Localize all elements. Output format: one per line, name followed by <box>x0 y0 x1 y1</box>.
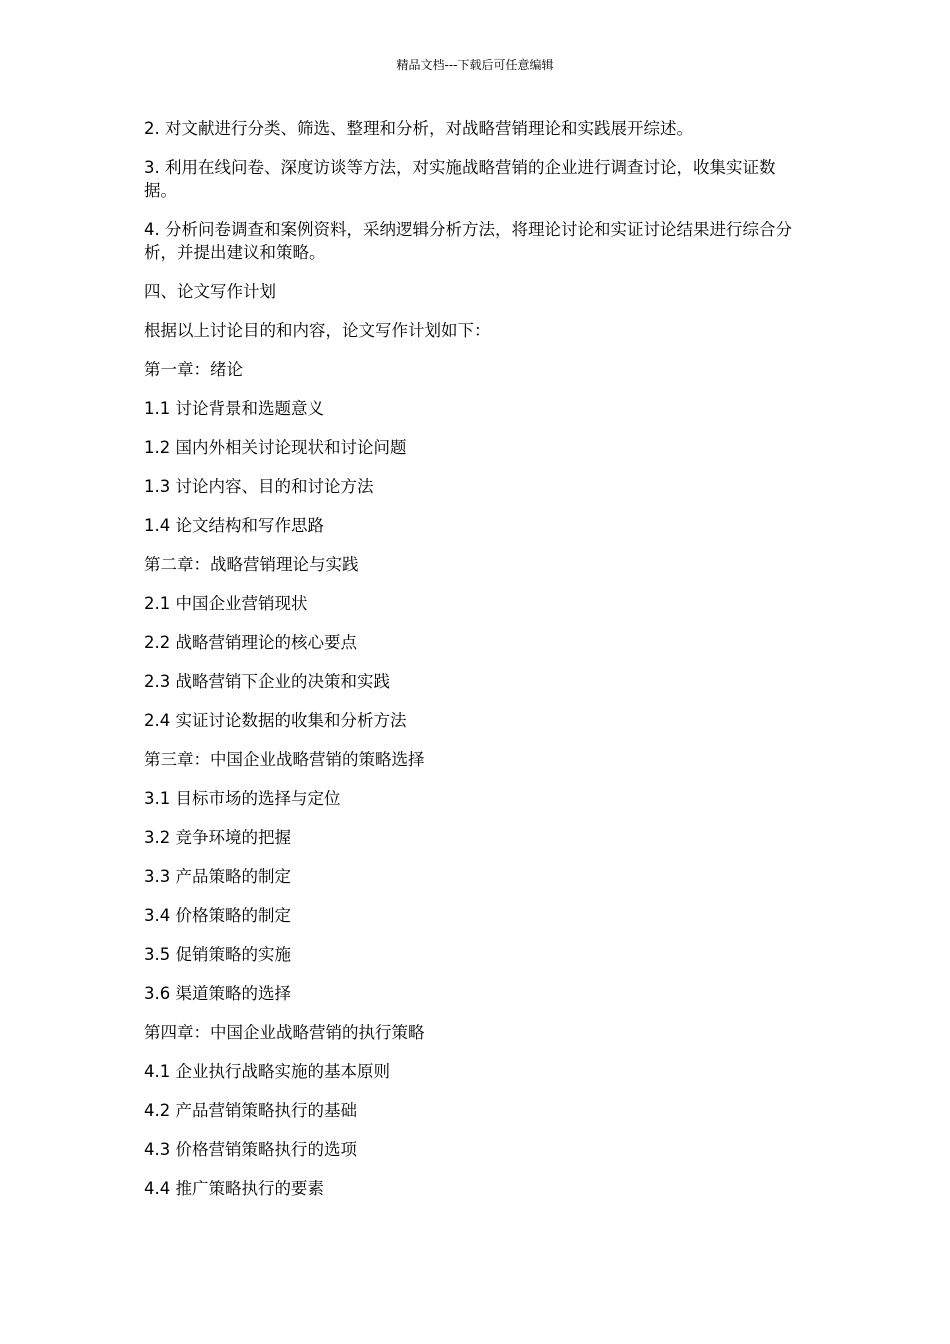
outline-item: 3.5 促销策略的实施 <box>144 945 291 964</box>
outline-item: 1.1 讨论背景和选题意义 <box>144 399 324 418</box>
chapter-3-title: 第三章：中国企业战略营销的策略选择 <box>144 750 425 769</box>
outline-item: 2.4 实证讨论数据的收集和分析方法 <box>144 711 407 730</box>
outline-item: 4.2 产品营销策略执行的基础 <box>144 1101 357 1120</box>
outline-item: 4.4 推广策略执行的要素 <box>144 1179 324 1198</box>
outline-item: 1.3 讨论内容、目的和讨论方法 <box>144 477 374 496</box>
outline-item: 2.2 战略营销理论的核心要点 <box>144 633 357 652</box>
chapter-4-title: 第四章：中国企业战略营销的执行策略 <box>144 1023 425 1042</box>
outline-item: 2.3 战略营销下企业的决策和实践 <box>144 672 390 691</box>
method-item-2: 2. 对文献进行分类、筛选、整理和分析，对战略营销理论和实践展开综述。 <box>144 119 693 138</box>
chapter-1-title: 第一章：绪论 <box>144 360 243 379</box>
outline-item: 2.1 中国企业营销现状 <box>144 594 308 613</box>
chapter-2-title: 第二章：战略营销理论与实践 <box>144 555 359 574</box>
document-body <box>144 117 806 1216</box>
plan-intro: 根据以上讨论目的和内容，论文写作计划如下： <box>144 321 491 340</box>
outline-item: 4.1 企业执行战略实施的基本原则 <box>144 1062 390 1081</box>
outline-item: 1.4 论文结构和写作思路 <box>144 516 324 535</box>
outline-item: 3.1 目标市场的选择与定位 <box>144 789 341 808</box>
outline-item: 3.3 产品策略的制定 <box>144 867 291 886</box>
outline-item: 3.4 价格策略的制定 <box>144 906 291 925</box>
method-item-3: 3. 利用在线问卷、深度访谈等方法，对实施战略营销的企业进行调查讨论，收集实证数据。 <box>144 158 776 200</box>
method-item-4: 4. 分析问卷调查和案例资料，采纳逻辑分析方法，将理论讨论和实证讨论结果进行综合分析，并提出建议和策略。 <box>144 220 792 262</box>
section-heading-writing-plan: 四、论文写作计划 <box>144 282 276 301</box>
outline-item: 4.3 价格营销策略执行的选项 <box>144 1140 357 1159</box>
outline-item: 1.2 国内外相关讨论现状和讨论问题 <box>144 438 407 457</box>
page-header: 精品文档---下载后可任意编辑 <box>396 58 554 72</box>
outline-item: 3.6 渠道策略的选择 <box>144 984 291 1003</box>
outline-item: 3.2 竞争环境的把握 <box>144 828 291 847</box>
